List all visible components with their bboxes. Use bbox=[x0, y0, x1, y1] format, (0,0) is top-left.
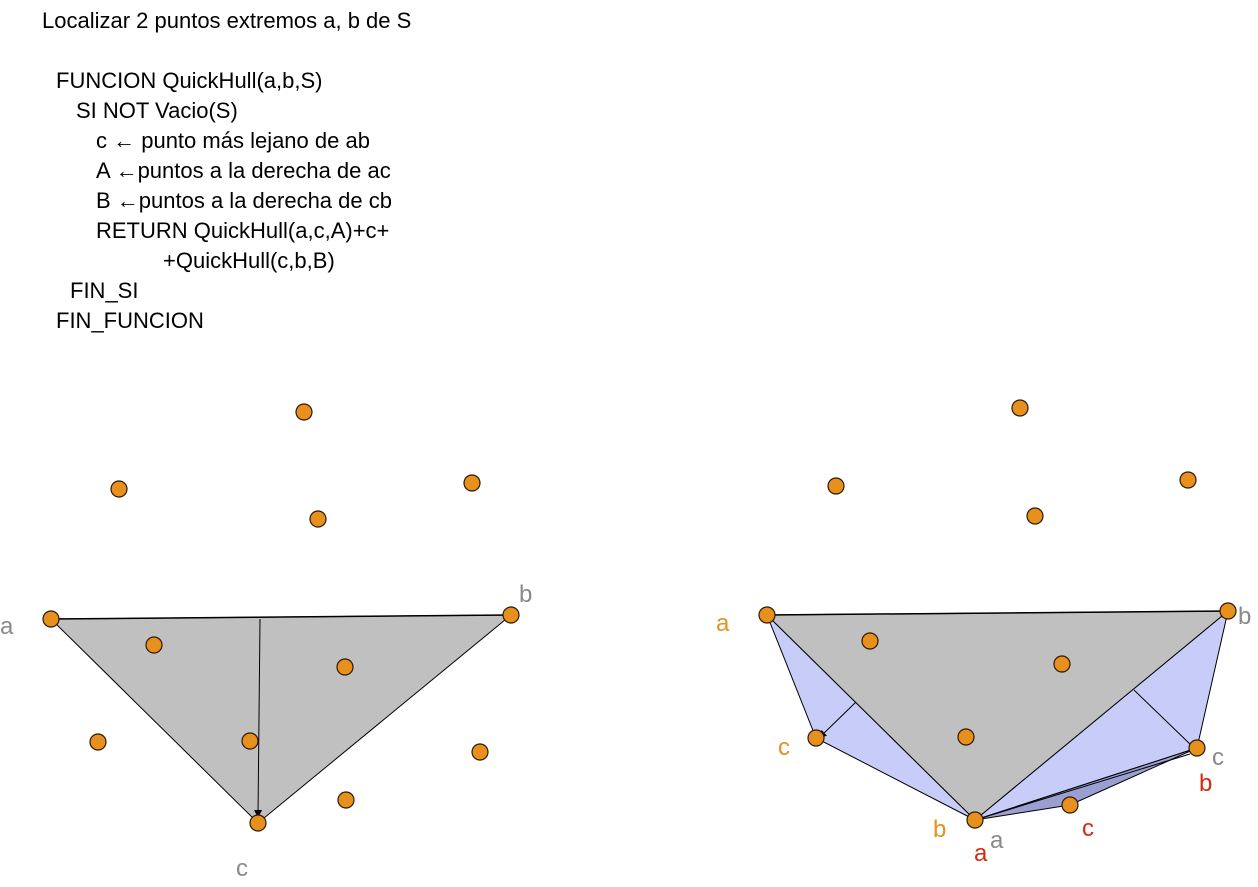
point bbox=[146, 637, 162, 653]
point bbox=[111, 481, 127, 497]
point-b bbox=[503, 607, 519, 623]
point-b bbox=[1220, 603, 1236, 619]
code-line-5: B ←puntos a la derecha de cb bbox=[96, 188, 392, 213]
label-b-bottom: b bbox=[933, 816, 947, 843]
point bbox=[90, 734, 106, 750]
code-line-1: FUNCION QuickHull(a,b,S) bbox=[56, 68, 323, 93]
right-diagram bbox=[716, 400, 1251, 867]
point bbox=[1027, 508, 1043, 524]
left-diagram bbox=[0, 404, 532, 882]
label-c-red: c bbox=[1082, 815, 1094, 842]
point bbox=[862, 633, 878, 649]
point bbox=[1012, 400, 1028, 416]
point bbox=[472, 744, 488, 760]
point bbox=[1054, 656, 1070, 672]
code-line-4: A ←puntos a la derecha de ac bbox=[96, 158, 391, 183]
label-c-right: c bbox=[1212, 744, 1224, 771]
code-line-9: FIN_FUNCION bbox=[56, 308, 204, 333]
point bbox=[338, 792, 354, 808]
label-b-red: b bbox=[1199, 770, 1213, 797]
left-triangle-abc bbox=[51, 615, 511, 823]
header-text: Localizar 2 puntos extremos a, b de S bbox=[42, 8, 412, 33]
code-line-3: c ← punto más lejano de ab bbox=[96, 128, 370, 153]
point bbox=[1180, 472, 1196, 488]
point-c bbox=[250, 815, 266, 831]
label-a: a bbox=[0, 613, 14, 640]
point bbox=[242, 733, 258, 749]
label-c-left: c bbox=[778, 734, 790, 761]
point bbox=[337, 659, 353, 675]
point-a bbox=[759, 607, 775, 623]
label-a-red: a bbox=[974, 840, 988, 867]
label-a-bottom-gray: a bbox=[990, 827, 1004, 854]
point bbox=[464, 475, 480, 491]
point-bottom bbox=[967, 812, 983, 828]
code-line-2: SI NOT Vacio(S) bbox=[76, 98, 238, 123]
point bbox=[296, 404, 312, 420]
code-line-7: +QuickHull(c,b,B) bbox=[163, 248, 335, 273]
label-b-right: b bbox=[1238, 603, 1252, 630]
code-line-6: RETURN QuickHull(a,c,A)+c+ bbox=[96, 218, 390, 243]
point-c-bottom bbox=[1062, 797, 1078, 813]
point bbox=[310, 511, 326, 527]
code-line-8: FIN_SI bbox=[70, 278, 139, 303]
label-b: b bbox=[519, 581, 533, 608]
point-a bbox=[43, 611, 59, 627]
label-a-left: a bbox=[716, 610, 730, 637]
point-c-left bbox=[808, 730, 824, 746]
point bbox=[958, 729, 974, 745]
point-c-right bbox=[1189, 740, 1205, 756]
label-c: c bbox=[236, 855, 248, 882]
point bbox=[828, 478, 844, 494]
